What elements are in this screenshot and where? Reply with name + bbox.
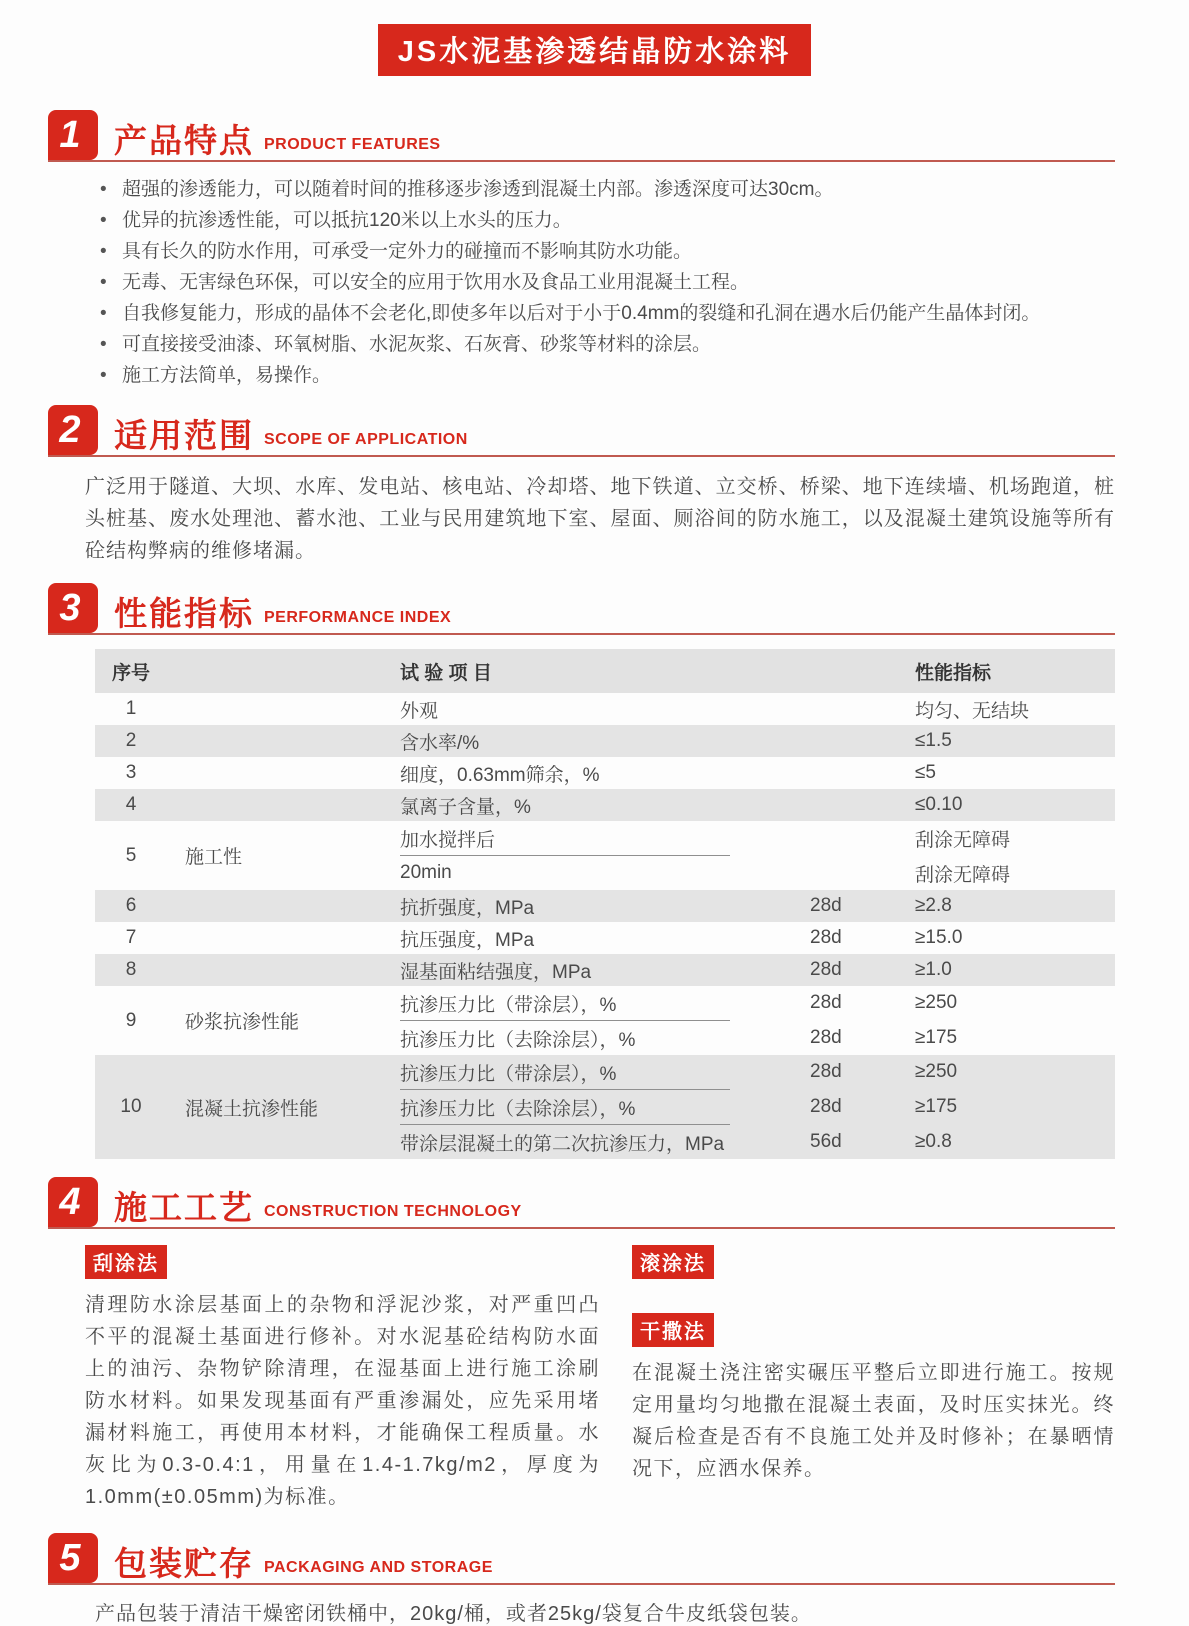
test-age: 28d [810, 895, 842, 916]
test-age: 28d [810, 1027, 842, 1048]
table-row [95, 986, 1115, 1055]
row-number: 4 [125, 794, 137, 815]
test-age: 28d [810, 959, 842, 980]
section-number-badge: 4 [48, 1177, 98, 1227]
row-category: 施工性 [185, 847, 243, 868]
table-subrow [400, 890, 1115, 922]
section-number-badge: 5 [48, 1533, 98, 1583]
table-subrow [400, 693, 1115, 725]
table-row [95, 890, 1115, 922]
row-items [382, 890, 1115, 922]
test-item-name: 湿基面粘结强度，MPa [400, 961, 592, 983]
performance-value: 刮涂无障碍 [915, 864, 1011, 886]
table-row [95, 954, 1115, 986]
row-category [167, 954, 382, 986]
performance-value: 均匀、无结块 [915, 700, 1030, 722]
row-number: 3 [125, 762, 137, 783]
section-header-packaging [48, 1533, 1115, 1585]
section-title-en: CONSTRUCTION TECHNOLOGY [264, 1203, 522, 1220]
test-age: 28d [810, 1096, 842, 1117]
performance-value: ≥175 [915, 1027, 958, 1048]
bullet-icon: • [100, 303, 107, 324]
header-test-item: 试 验 项 目 [400, 662, 492, 684]
row-items [382, 757, 1115, 789]
test-item-name: 带涂层混凝土的第二次抗渗压力，MPa [400, 1133, 725, 1155]
features-list [100, 174, 1115, 391]
method-scrape-coating [85, 1245, 600, 1513]
table-subrow [400, 1090, 1115, 1124]
test-age: 56d [810, 1131, 842, 1152]
table-row [95, 725, 1115, 757]
section-number-badge: 3 [48, 583, 98, 633]
test-item-name: 抗折强度，MPa [400, 897, 535, 919]
method-badge-scrape: 刮涂法 [85, 1245, 167, 1279]
table-subrow [400, 1021, 1115, 1055]
feature-text: 可直接接受油漆、环氧树脂、水泥灰浆、石灰膏、砂浆等材料的涂层。 [122, 334, 712, 355]
section-title-en: PACKAGING AND STORAGE [264, 1559, 493, 1576]
performance-value: ≥2.8 [915, 895, 952, 916]
section-header-construction [48, 1177, 1115, 1229]
header-index-value: 性能指标 [915, 662, 992, 684]
header-category [167, 649, 382, 693]
performance-value: ≤5 [915, 762, 936, 783]
performance-value: ≥250 [915, 1061, 958, 1082]
performance-value: ≥15.0 [915, 927, 963, 948]
row-category [167, 693, 382, 725]
section-number-badge: 1 [48, 110, 98, 160]
test-item-name: 抗渗压力比（带涂层），% [400, 1063, 617, 1085]
construction-methods [85, 1245, 1115, 1513]
method-text-scrape: 清理防水涂层基面上的杂物和浮泥沙浆，对严重凹凸不平的混凝土基面进行修补。对水泥基砼结构防水面上的油污、杂物铲除清理，在湿基面上进行施工涂刷防水材料。如果发现基面有严重渗漏处，应先采用堵漏材料施工，再使用本材料，才能确保工程质量。水灰比为0.3-0.4:1，用量在1.4-1.7kg/m2，厚度为1.0mm(±0.05mm)为标准。 [85, 1294, 600, 1508]
feature-text: 具有长久的防水作用，可承受一定外力的碰撞而不影响其防水功能。 [122, 241, 693, 262]
row-category [167, 789, 382, 821]
row-number: 9 [125, 1009, 137, 1031]
table-row [95, 1055, 1115, 1159]
row-number: 5 [125, 844, 137, 866]
method-right-column [632, 1245, 1115, 1513]
scope-paragraph: 广泛用于隧道、大坝、水库、发电站、核电站、冷却塔、地下铁道、立交桥、桥梁、地下连续墙、机场跑道，桩头桩基、废水处理池、蓄水池、工业与民用建筑地下室、屋面、厕浴间的防水施工，以及混凝土建筑设施等所有砼结构弊病的维修堵漏。 [85, 476, 1115, 562]
feature-text: 优异的抗渗透性能，可以抵抗120米以上水头的压力。 [122, 210, 572, 231]
row-items [382, 986, 1115, 1055]
performance-value: ≥250 [915, 992, 958, 1013]
method-gap [632, 1279, 1115, 1313]
bullet-icon: • [100, 272, 107, 293]
section-number-badge: 2 [48, 405, 98, 455]
row-items [382, 789, 1115, 821]
table-row [95, 757, 1115, 789]
feature-item [100, 267, 1115, 298]
table-subrow [400, 1055, 1115, 1089]
section-title-zh: 性能指标 [114, 595, 254, 632]
method-badge-dry-sprinkle: 干撒法 [632, 1313, 714, 1347]
method-text-dry-sprinkle: 在混凝土浇注密实碾压平整后立即进行施工。按规定用量均匀地撒在混凝土表面，及时压实抹光。终凝后检查是否有不良施工处并及时修补；在暴晒情况下，应洒水保养。 [632, 1362, 1115, 1480]
method-badge-roll: 滚涂法 [632, 1245, 714, 1279]
test-item-name: 抗渗压力比（去除涂层），% [400, 1029, 636, 1051]
section-title-zh: 适用范围 [114, 417, 254, 454]
test-item-name: 含水率/% [400, 732, 480, 754]
row-number: 6 [125, 895, 137, 916]
feature-item [100, 329, 1115, 360]
test-age: 28d [810, 927, 842, 948]
row-items [382, 821, 1115, 890]
row-items [382, 1055, 1115, 1159]
bullet-icon: • [100, 210, 107, 231]
performance-value: ≥175 [915, 1096, 958, 1117]
page-title: JS水泥基渗透结晶防水涂料 [378, 24, 811, 76]
table-row [95, 789, 1115, 821]
table-subrow [400, 789, 1115, 821]
feature-item [100, 360, 1115, 391]
table-row [95, 922, 1115, 954]
performance-value: ≤1.5 [915, 730, 952, 751]
test-item-name: 20min [400, 862, 452, 883]
table-subrow [400, 1125, 1115, 1159]
feature-text: 无毒、无害绿色环保，可以安全的应用于饮用水及食品工业用混凝土工程。 [122, 272, 750, 293]
section-title-en: SCOPE OF APPLICATION [264, 431, 468, 448]
feature-item [100, 205, 1115, 236]
table-row [95, 693, 1115, 725]
performance-table [95, 649, 1115, 1159]
feature-text: 自我修复能力，形成的晶体不会老化,即使多年以后对于小于0.4mm的裂缝和孔洞在遇水后仍能产生晶体封闭。 [122, 303, 1041, 324]
row-category [167, 890, 382, 922]
table-row [95, 821, 1115, 890]
table-subrow [400, 954, 1115, 986]
row-items [382, 954, 1115, 986]
section-title-zh: 包装贮存 [114, 1545, 254, 1582]
header-index: 序号 [111, 662, 150, 684]
row-number: 2 [125, 730, 137, 751]
row-number: 10 [120, 1096, 142, 1117]
row-items [382, 725, 1115, 757]
feature-text: 超强的渗透能力，可以随着时间的推移逐步渗透到混凝土内部。渗透深度可达30cm。 [122, 179, 834, 200]
row-category [167, 922, 382, 954]
row-items [382, 693, 1115, 725]
bullet-icon: • [100, 179, 107, 200]
performance-value: ≥0.8 [915, 1131, 952, 1152]
table-subrow [400, 922, 1115, 954]
table-subrow [400, 725, 1115, 757]
row-items [382, 922, 1115, 954]
performance-value: 刮涂无障碍 [915, 829, 1011, 851]
test-age: 28d [810, 1061, 842, 1082]
performance-table-body [95, 693, 1115, 1159]
row-category: 砂浆抗渗性能 [185, 1012, 300, 1033]
table-subrow [400, 757, 1115, 789]
row-number: 7 [125, 927, 137, 948]
feature-text: 施工方法简单，易操作。 [122, 365, 332, 386]
test-item-name: 细度，0.63mm筛余，% [400, 764, 600, 786]
bullet-icon: • [100, 241, 107, 262]
test-item-name: 抗压强度，MPa [400, 929, 535, 951]
test-age: 28d [810, 992, 842, 1013]
row-category: 混凝土抗渗性能 [185, 1098, 319, 1120]
test-item-name: 加水搅拌后 [400, 829, 496, 851]
row-number: 8 [125, 959, 137, 980]
performance-value: ≤0.10 [915, 794, 963, 815]
title-banner-row [0, 24, 1189, 76]
feature-item [100, 174, 1115, 205]
performance-value: ≥1.0 [915, 959, 952, 980]
bullet-icon: • [100, 334, 107, 355]
feature-item [100, 236, 1115, 267]
section-title-en: PRODUCT FEATURES [264, 136, 441, 153]
test-item-name: 抗渗压力比（去除涂层），% [400, 1098, 636, 1120]
section-title-zh: 产品特点 [114, 122, 254, 159]
packaging-paragraph: 产品包装于清洁干燥密闭铁桶中，20kg/桶，或者25kg/袋复合牛皮纸袋包装。 [95, 1603, 812, 1625]
section-header-performance [48, 583, 1115, 635]
table-header-row [95, 649, 1115, 693]
section-header-scope [48, 405, 1115, 457]
test-item-name: 外观 [400, 700, 439, 722]
test-item-name: 抗渗压力比（带涂层），% [400, 994, 617, 1016]
bullet-icon: • [100, 365, 107, 386]
table-subrow [400, 821, 1115, 855]
row-category [167, 725, 382, 757]
section-title-zh: 施工工艺 [114, 1189, 254, 1226]
row-number: 1 [125, 698, 137, 719]
table-subrow [400, 856, 1115, 890]
test-item-name: 氯离子含量，% [400, 796, 531, 818]
section-header-product-features [48, 110, 1115, 162]
section-title-en: PERFORMANCE INDEX [264, 609, 452, 626]
row-category [167, 757, 382, 789]
table-subrow [400, 986, 1115, 1020]
feature-item [100, 298, 1115, 329]
